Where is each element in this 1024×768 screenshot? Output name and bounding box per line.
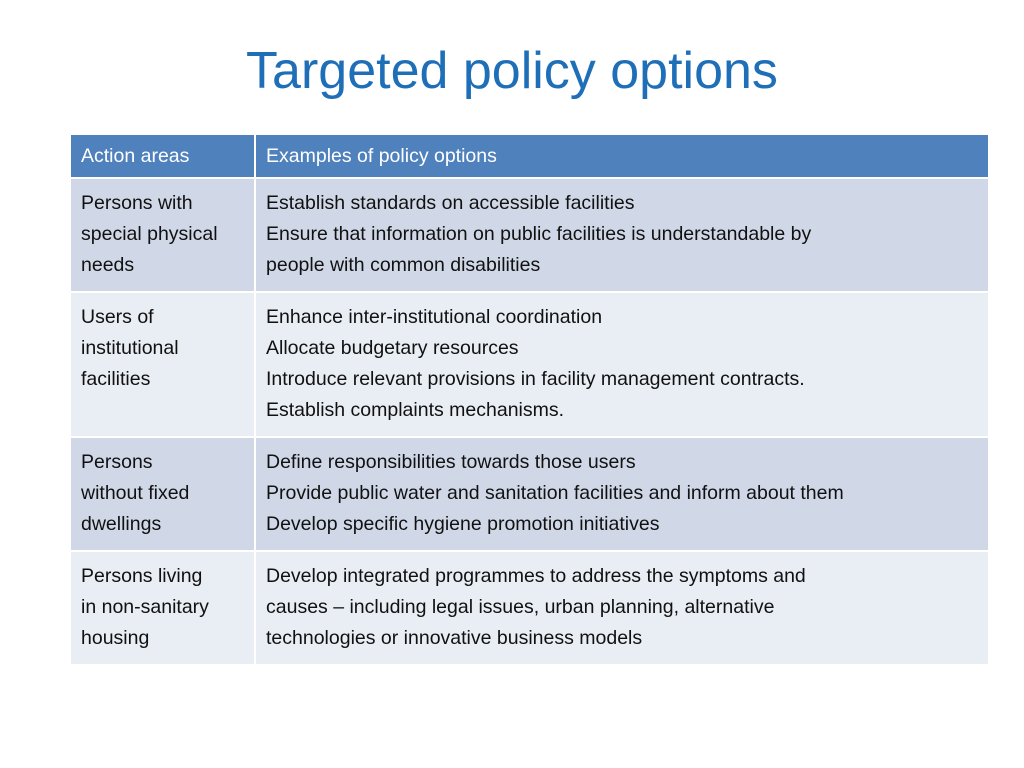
cell-line: Allocate budgetary resources — [266, 337, 519, 359]
policy-options-cell — [255, 437, 989, 551]
policy-options-cell — [255, 292, 989, 437]
table-row — [70, 178, 989, 292]
cell-line: Persons — [81, 451, 153, 473]
cell-line: Ensure that information on public facilities is understandable by — [266, 223, 812, 245]
policy-options-cell — [255, 178, 989, 292]
table-row — [70, 551, 989, 665]
policy-table — [69, 133, 990, 666]
cell-line: institutional — [81, 337, 179, 359]
action-area-cell — [70, 551, 255, 665]
action-area-cell — [70, 292, 255, 437]
cell-line: Develop specific hygiene promotion initiatives — [266, 513, 660, 535]
cell-line: Develop integrated programmes to address the symptoms and — [266, 565, 806, 587]
cell-line: Introduce relevant provisions in facility management contracts. — [266, 368, 805, 390]
cell-line: without fixed — [81, 482, 190, 504]
policy-options-cell — [255, 551, 989, 665]
table-row — [70, 437, 989, 551]
cell-line: needs — [81, 254, 135, 276]
cell-line: causes – including legal issues, urban planning, alternative — [266, 596, 775, 618]
header-policy-options: Examples of policy options — [255, 134, 989, 178]
slide-title: Targeted policy options — [246, 42, 778, 100]
action-area-cell — [70, 437, 255, 551]
cell-line: Establish standards on accessible facilities — [266, 192, 635, 214]
cell-line: Persons with — [81, 192, 193, 214]
cell-line: housing — [81, 627, 150, 649]
table-header-row — [70, 134, 989, 178]
header-action-areas: Action areas — [70, 134, 255, 178]
cell-line: Users of — [81, 306, 154, 328]
table-row — [70, 292, 989, 437]
cell-line: Establish complaints mechanisms. — [266, 399, 565, 421]
cell-line: Persons living — [81, 565, 203, 587]
cell-line: people with common disabilities — [266, 254, 541, 276]
cell-line: special physical — [81, 223, 218, 245]
cell-line: technologies or innovative business models — [266, 627, 643, 649]
cell-line: dwellings — [81, 513, 162, 535]
cell-line: Define responsibilities towards those users — [266, 451, 636, 473]
cell-line: in non-sanitary — [81, 596, 209, 618]
cell-line: Enhance inter-institutional coordination — [266, 306, 603, 328]
cell-line: Provide public water and sanitation facilities and inform about them — [266, 482, 844, 504]
cell-line: facilities — [81, 368, 151, 390]
action-area-cell — [70, 178, 255, 292]
